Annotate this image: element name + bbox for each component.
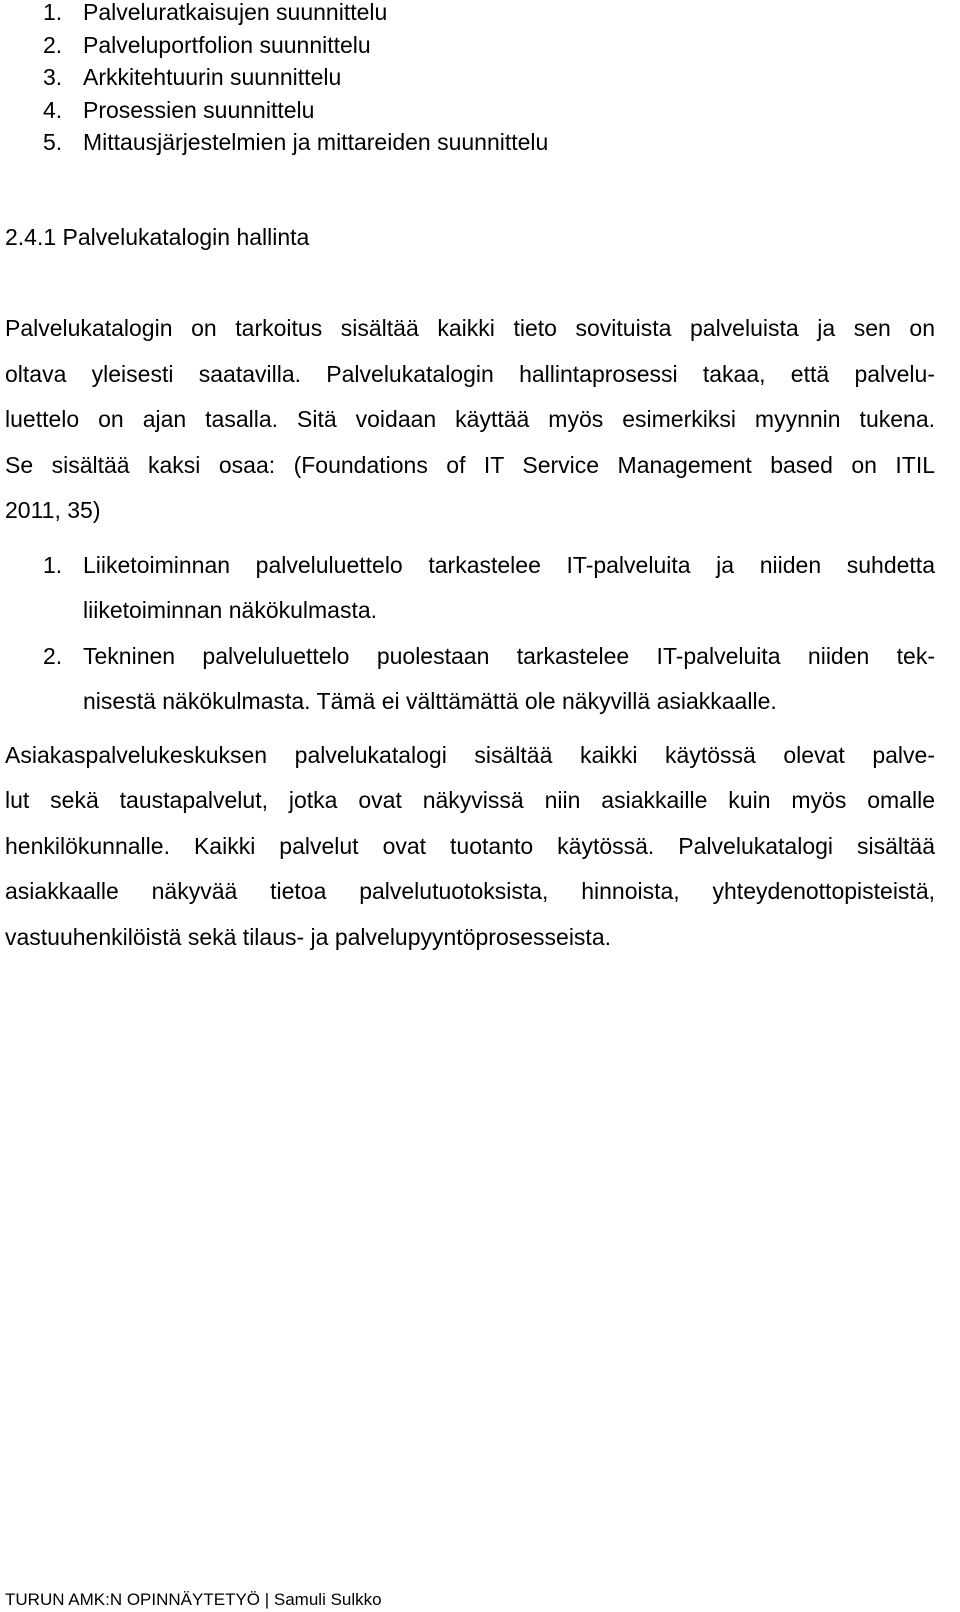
list-item bbox=[5, 543, 935, 634]
list-number: 1. bbox=[43, 0, 63, 25]
list-line: Tekninen palveluluettelo puolestaan tarkastelee IT-palveluita niiden tek- bbox=[83, 642, 935, 669]
paragraph-line: Palvelukatalogin on tarkoitus sisältää kaikki tieto sovituista palveluista ja sen on bbox=[5, 315, 935, 341]
paragraph-line: Se sisältää kaksi osaa: (Foundations of IT Service Management based on ITIL bbox=[5, 451, 935, 478]
list-number: 2. bbox=[43, 642, 63, 669]
list-text: Arkkitehtuurin suunnittelu bbox=[83, 64, 342, 90]
paragraph-line: oltava yleisesti saatavilla. Palvelukatalogin hallintaprosessi takaa, että palvelu- bbox=[5, 360, 935, 387]
list-number: 1. bbox=[43, 551, 63, 578]
paragraph-line: Asiakaspalvelukeskuksen palvelukatalogi sisältää kaikki käytössä olevat palve- bbox=[5, 741, 935, 768]
list-number: 3. bbox=[43, 64, 63, 90]
list-number: 5. bbox=[43, 129, 63, 155]
paragraph-line: henkilökunnalle. Kaikki palvelut ovat tuotanto käytössä. Palvelukatalogi sisältää bbox=[5, 832, 935, 859]
list-text: Mittausjärjestelmien ja mittareiden suunnittelu bbox=[83, 129, 549, 155]
spacer bbox=[5, 725, 935, 733]
paragraph-line: lut sekä taustapalvelut, jotka ovat näkyvissä niin asiakkaille kuin myös omalle bbox=[5, 787, 935, 813]
list-text: Prosessien suunnittelu bbox=[83, 96, 315, 123]
list-text: Palveluratkaisujen suunnittelu bbox=[83, 0, 388, 25]
paragraph-line: luettelo on ajan tasalla. Sitä voidaan käyttää myös esimerkiksi myynnin tukena. bbox=[5, 406, 935, 432]
catalog-parts-list bbox=[5, 543, 935, 725]
list-line: nisestä näkökulmasta. Tämä ei välttämättä ole näkyvillä asiakkaalle. bbox=[83, 688, 777, 714]
list-number: 4. bbox=[43, 96, 63, 123]
spacer bbox=[5, 534, 935, 543]
paragraph-catalog bbox=[5, 733, 935, 961]
list-text: Palveluportfolion suunnittelu bbox=[83, 31, 371, 58]
list-item bbox=[5, 634, 935, 725]
list-line: liiketoiminnan näkökulmasta. bbox=[83, 597, 378, 623]
list-item bbox=[5, 120, 935, 166]
section-heading: 2.4.1 Palvelukatalogin hallinta bbox=[5, 223, 310, 250]
paragraph-line: 2011, 35) bbox=[5, 497, 101, 523]
paragraph-line: vastuuhenkilöistä sekä tilaus- ja palvelupyyntöprosesseista. bbox=[5, 923, 611, 950]
paragraph-line: asiakkaalle näkyvää tietoa palvelutuotoksista, hinnoista, yhteydenottopisteistä, bbox=[5, 878, 935, 904]
design-phases-list bbox=[5, 0, 935, 166]
spacer bbox=[5, 260, 935, 306]
list-line: Liiketoiminnan palveluluettelo tarkastelee IT-palveluita ja niiden suhdetta bbox=[83, 551, 935, 578]
page-footer: TURUN AMK:N OPINNÄYTETYÖ | Samuli Sulkko bbox=[5, 1590, 382, 1609]
document-body bbox=[5, 0, 935, 960]
list-number: 2. bbox=[43, 31, 63, 58]
paragraph-intro bbox=[5, 306, 935, 534]
